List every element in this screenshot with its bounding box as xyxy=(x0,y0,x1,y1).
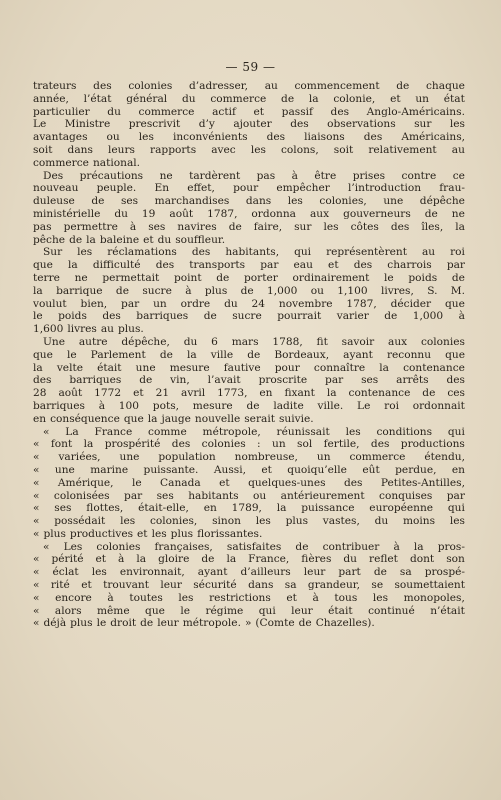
text-line: « La France comme métropole, réunissait les conditions qui xyxy=(43,425,465,438)
text-line: voulut bien, par un ordre du 24 novembre 1787, décider que xyxy=(33,297,465,310)
text-line: Une autre dépêche, du 6 mars 1788, fit savoir aux colonies xyxy=(43,335,465,348)
text-line: « variées, une population nombreuse, un commerce étendu, xyxy=(33,451,465,464)
text-line: le poids des barriques de sucre pourrait varier de 1,000 à xyxy=(33,310,465,323)
text-line: Des précautions ne tardèrent pas à être prises contre ce xyxy=(43,169,465,182)
text-line: nouveau peuple. En effet, pour empêcher l’introduction frau- xyxy=(33,182,465,195)
text-line: 1,600 livres au plus. xyxy=(33,323,144,336)
text-line: la velte était une mesure fautive pour connaître la contenance xyxy=(33,361,465,374)
text-line: « font la prospérité des colonies : un sol fertile, des productions xyxy=(33,438,465,451)
text-line: « déjà plus le droit de leur métropole. » (Comte de Chazelles). xyxy=(33,617,375,630)
text-line: particulier du commerce actif et passif des Anglo-Américains. xyxy=(33,105,465,118)
text-line: Le Ministre prescrivit d’y ajouter des observations sur les xyxy=(33,118,465,131)
text-line: la barrique de sucre à plus de 1,000 ou 1,100 livres, S. M. xyxy=(33,284,465,297)
text-line: « possédait les colonies, sinon les plus vastes, du moins les xyxy=(33,515,465,528)
text-line: pas permettre à ses navires de faire, sur les côtes des îles, la xyxy=(33,220,465,233)
text-line: que la difficulté des transports par eau et des charrois par xyxy=(33,259,465,272)
text-line: « colonisées par ses habitants ou antérieurement conquises par xyxy=(33,489,465,502)
text-line: que le Parlement de la ville de Bordeaux, ayant reconnu que xyxy=(33,348,465,361)
text-line: « une marine puissante. Aussi, et quoiqu’elle eût perdue, en xyxy=(33,463,465,476)
text-line: duleuse de ses marchandises dans les colonies, une dépêche xyxy=(33,195,465,208)
text-line: pêche de la baleine et du souffleur. xyxy=(33,233,226,246)
text-line: commerce national. xyxy=(33,156,141,169)
text-line: « éclat les environnait, ayant d’ailleurs leur part de sa prospé- xyxy=(33,566,465,579)
text-line: « périté et à la gloire de la France, fières du reflet dont son xyxy=(33,553,465,566)
text-line: terre ne permettait point de porter ordinairement le poids de xyxy=(33,271,465,284)
page-number: — 59 — xyxy=(225,60,276,74)
text-line: Sur les réclamations des habitants, qui représentèrent au roi xyxy=(43,246,465,259)
text-line: en conséquence que la jauge nouvelle serait suivie. xyxy=(33,412,314,425)
text-line: « plus productives et les plus florissantes. xyxy=(33,527,263,540)
text-line: soit dans leurs rapports avec les colons, soit relativement au xyxy=(33,143,465,156)
text-line: « Les colonies françaises, satisfaites de contribuer à la pros- xyxy=(43,540,465,553)
text-line: « alors même que le régime qui leur était continué n’était xyxy=(33,604,465,617)
text-line: des barriques de vin, l’avait proscrite par ses arrêts des xyxy=(33,374,465,387)
text-line: trateurs des colonies d’adresser, au commencement de chaque xyxy=(33,80,465,92)
text-line: « encore à toutes les restrictions et à tous les monopoles, xyxy=(33,591,465,604)
text-line: « ses flottes, était-elle, en 1789, la puissance européenne qui xyxy=(33,502,465,515)
body-text xyxy=(33,80,465,630)
text-line: 28 août 1772 et 21 avril 1773, en fixant la contenance de ces xyxy=(33,387,465,400)
text-line: ministérielle du 19 août 1787, ordonna aux gouverneurs de ne xyxy=(33,207,465,220)
text-line: barriques à 100 pots, mesure de ladite ville. Le roi ordonnait xyxy=(33,399,465,412)
text-line: avantages ou les inconvénients des liaisons des Américains, xyxy=(33,131,465,144)
text-line: année, l’état général du commerce de la colonie, et un état xyxy=(33,92,465,105)
text-line: « rité et trouvant leur sécurité dans sa grandeur, se soumettaient xyxy=(33,579,465,592)
text-line: « Amérique, le Canada et quelques-unes des Petites-Antilles, xyxy=(33,476,465,489)
